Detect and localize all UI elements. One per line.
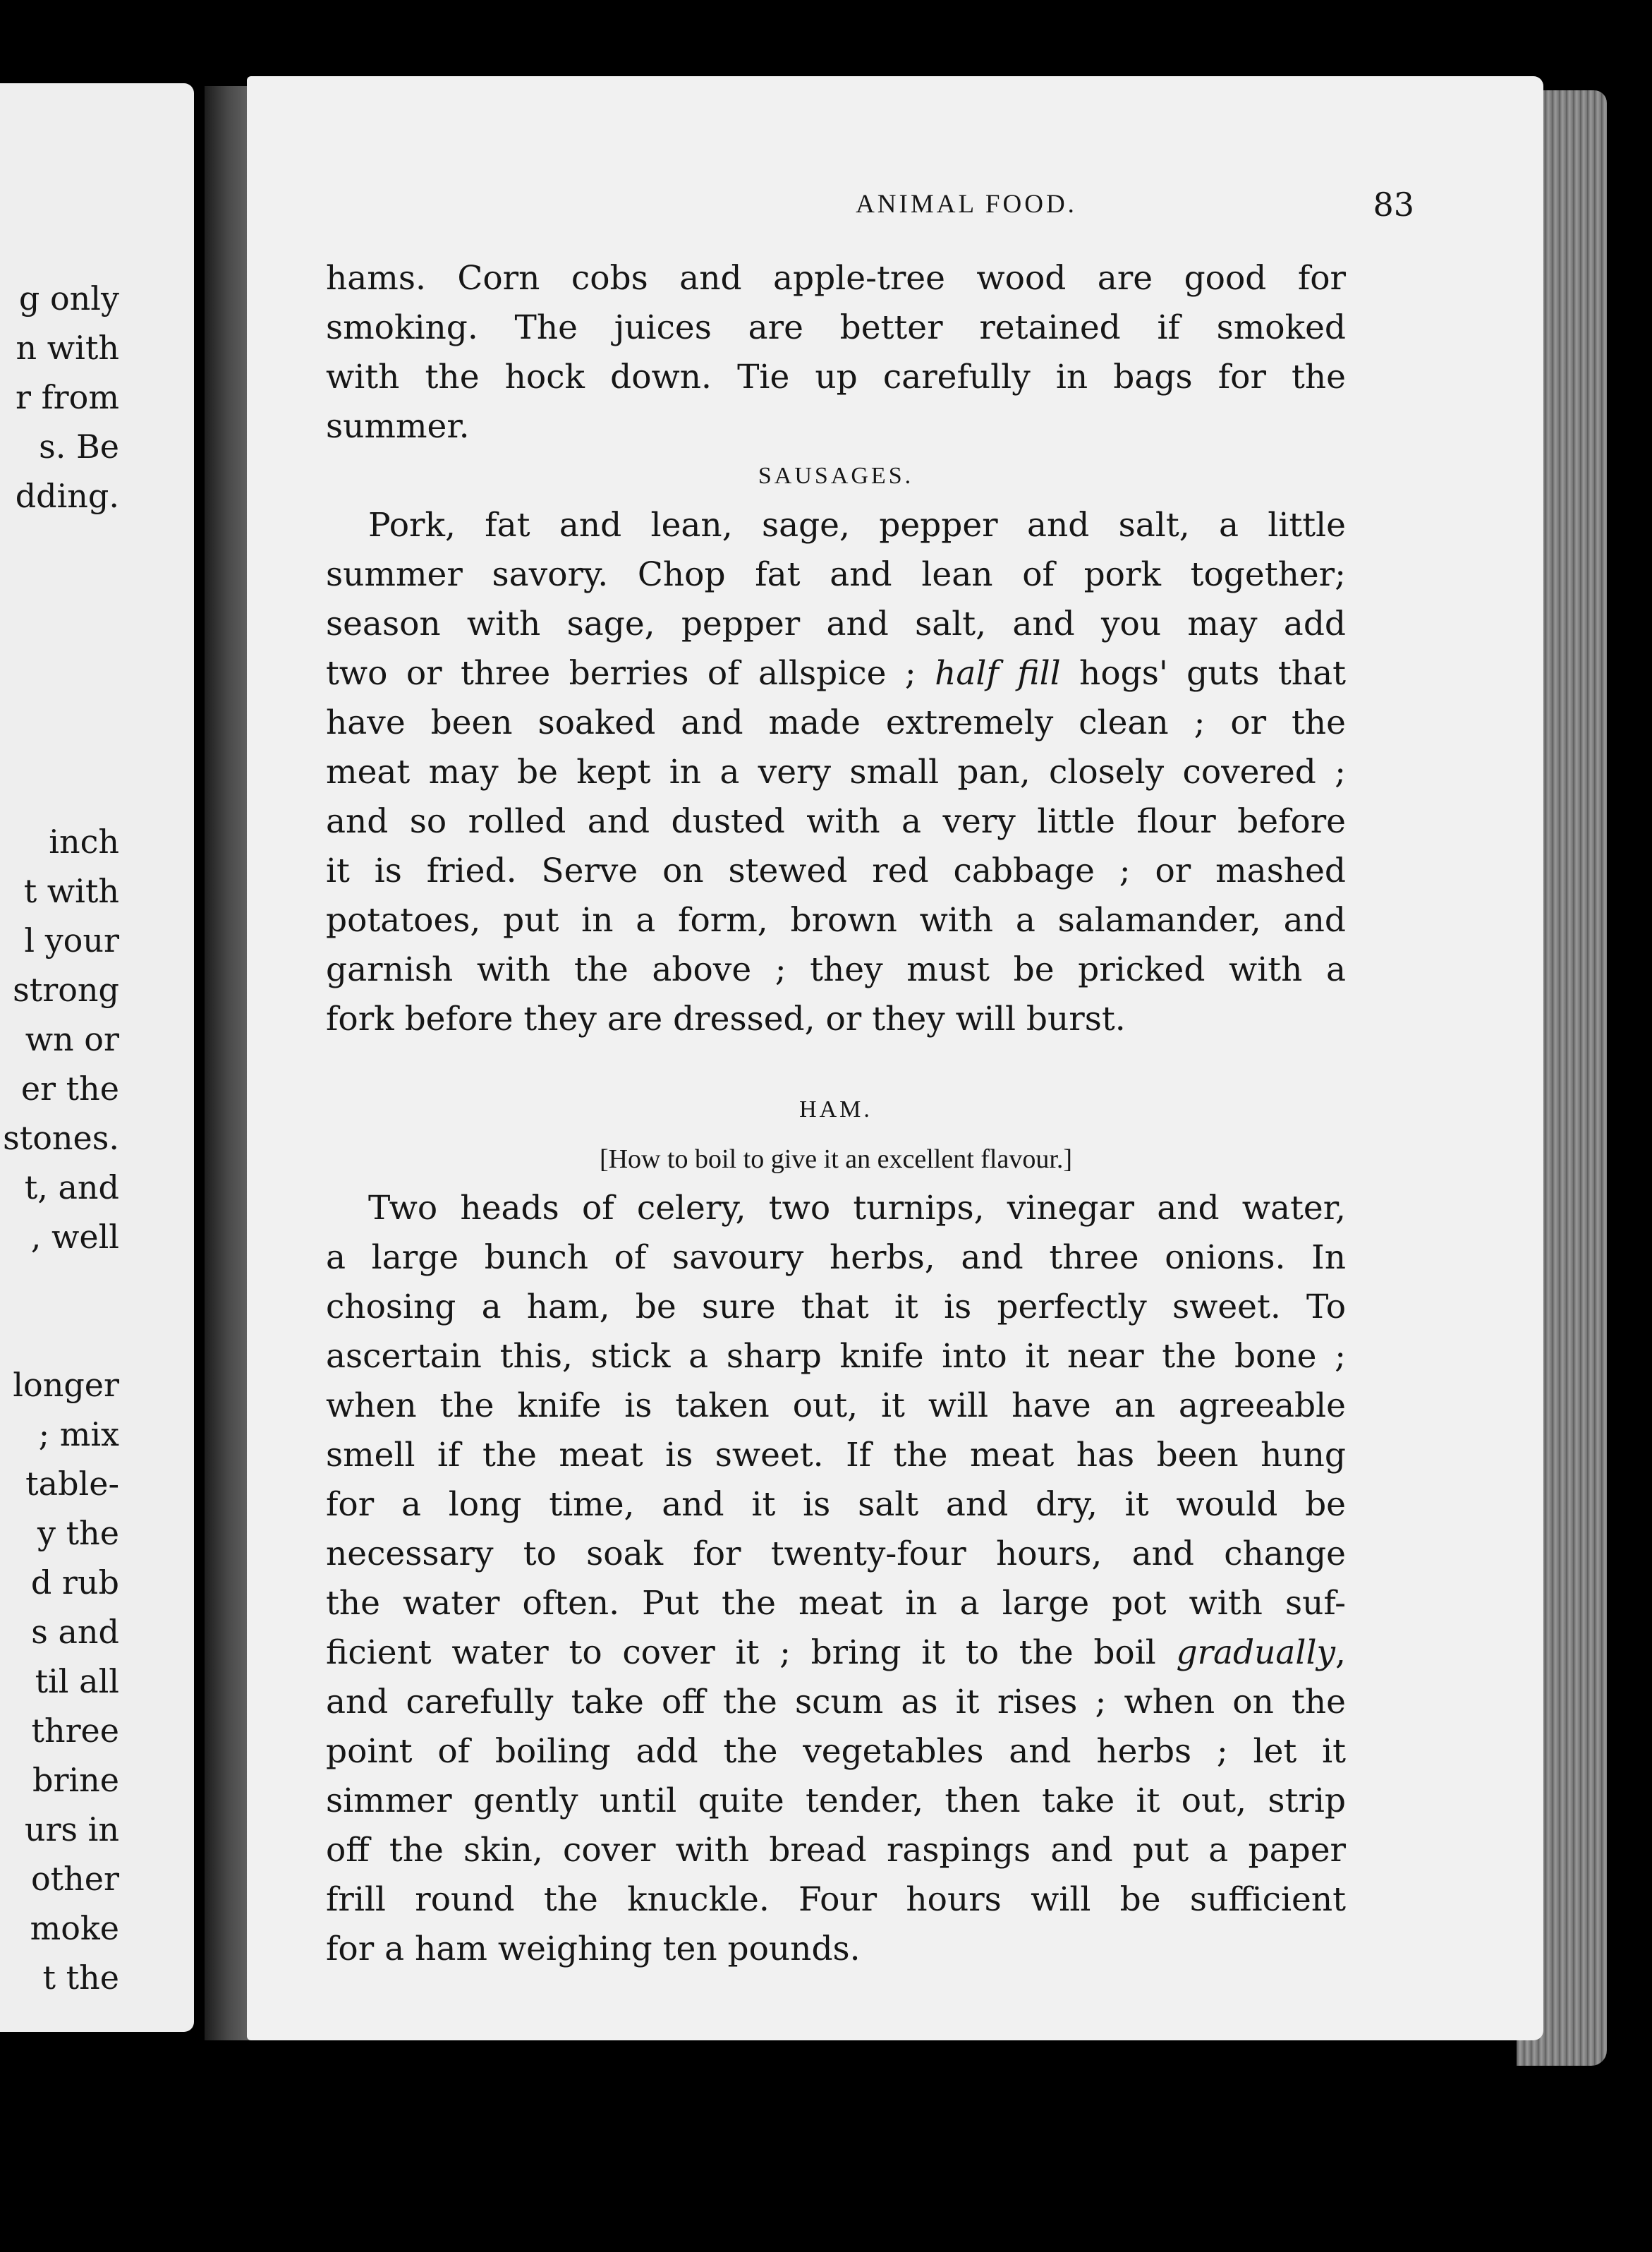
facing-page-line: stones.	[3, 1119, 119, 1157]
facing-page-line: urs in	[24, 1810, 119, 1848]
text-line: frill round the knuckle. Four hours will be sufficient	[326, 1880, 1346, 1919]
facing-page-line: three	[31, 1712, 119, 1750]
continuation-paragraph	[326, 254, 1346, 452]
text-line: off the skin, cover with bread raspings and put a paper	[326, 1831, 1346, 1870]
facing-page-line: other	[30, 1860, 119, 1898]
facing-page-line: s and	[31, 1613, 119, 1651]
ham-paragraph	[326, 1184, 1346, 1974]
text-line: have been soaked and made extremely clean ; or the	[326, 703, 1346, 742]
text-line: fork before they are dressed, or they will burst.	[326, 1000, 1126, 1039]
facing-page-line: r from	[16, 378, 119, 416]
facing-page-line: n with	[16, 329, 119, 367]
text-line	[326, 649, 1346, 698]
text-line: summer savory. Chop fat and lean of pork together;	[326, 555, 1346, 594]
text-line: a large bunch of savoury herbs, and three onions. In	[326, 1238, 1346, 1277]
italic-text: gradually	[1176, 1633, 1336, 1672]
text-line: necessary to soak for twenty-four hours, and change	[326, 1534, 1346, 1573]
facing-page-line: t, and	[24, 1168, 119, 1206]
text-line: chosing a ham, be sure that it is perfectly sweet. To	[326, 1288, 1346, 1326]
facing-page-line: , well	[30, 1218, 119, 1256]
section-heading-sausages: SAUSAGES.	[758, 463, 914, 489]
text-line: for a long time, and it is salt and dry, it would be	[326, 1485, 1346, 1524]
text-line: ascertain this, stick a sharp knife into it near the bone ;	[326, 1337, 1346, 1376]
facing-page-line: l your	[24, 921, 119, 959]
text-line: meat may be kept in a very small pan, closely covered ;	[326, 753, 1346, 792]
text-line: hams. Corn cobs and apple-tree wood are good for	[326, 259, 1346, 298]
facing-page-line: t the	[42, 1959, 119, 1997]
page-number: 83	[1373, 186, 1414, 224]
facing-page-line: t with	[23, 872, 119, 910]
text-line: smoking. The juices are better retained if smoked	[326, 308, 1346, 347]
sausages-paragraph	[326, 501, 1346, 1044]
book-page	[247, 76, 1543, 2040]
text-line: with the hock down. Tie up carefully in bags for the	[326, 358, 1346, 396]
text-line: garnish with the above ; they must be pricked with a	[326, 950, 1346, 989]
facing-page-line: inch	[49, 823, 119, 861]
running-title: ANIMAL FOOD.	[856, 190, 1077, 219]
facing-page-line: wn or	[25, 1020, 119, 1058]
text-line: the water often. Put the meat in a large pot with suf-	[326, 1584, 1346, 1623]
facing-page-line: s. Be	[39, 428, 119, 466]
facing-page-line: til all	[35, 1662, 119, 1700]
text-line: and carefully take off the scum as it rises ; when on the	[326, 1683, 1346, 1721]
facing-page-line: longer	[13, 1366, 119, 1404]
text-line: Pork, fat and lean, sage, pepper and salt, a little	[368, 506, 1346, 545]
facing-page-line: er the	[20, 1070, 119, 1108]
italic-text: half fill	[935, 654, 1061, 693]
text-line: simmer gently until quite tender, then take it out, strip	[326, 1781, 1346, 1820]
text-span: hogs' guts that	[1060, 654, 1346, 693]
text-line: and so rolled and dusted with a very little flour before	[326, 802, 1346, 841]
text-line	[326, 1628, 1346, 1678]
facing-page-line: brine	[32, 1761, 119, 1799]
text-line: for a ham weighing ten pounds.	[326, 1930, 861, 1968]
facing-page-line: table-	[25, 1465, 119, 1503]
facing-page-left	[0, 83, 194, 2032]
facing-page-line: dding.	[15, 477, 119, 515]
text-line: potatoes, put in a form, brown with a salamander, and	[326, 901, 1346, 940]
facing-page-line: moke	[30, 1909, 119, 1947]
facing-page-line: ; mix	[38, 1415, 119, 1453]
text-line: smell if the meat is sweet. If the meat has been hung	[326, 1436, 1346, 1475]
text-span: ,	[1335, 1633, 1346, 1672]
text-line: it is fried. Serve on stewed red cabbage ; or mashed	[326, 852, 1346, 890]
text-line: point of boiling add the vegetables and herbs ; let it	[326, 1732, 1346, 1771]
text-span: two or three berries of allspice ;	[326, 654, 935, 693]
facing-page-line: y the	[37, 1514, 119, 1552]
page-content	[326, 254, 1346, 1974]
section-heading-ham: HAM.	[799, 1096, 873, 1122]
facing-page-line: strong	[13, 971, 119, 1009]
text-span: ficient water to cover it ; bring it to the boil	[326, 1633, 1177, 1672]
text-line: when the knife is taken out, it will have an agreeable	[326, 1386, 1346, 1425]
section-subheading-ham: [How to boil to give it an excellent flavour.]	[599, 1144, 1073, 1174]
text-line: Two heads of celery, two turnips, vinegar and water,	[368, 1189, 1346, 1228]
facing-page-line: g only	[18, 279, 119, 317]
facing-page-line: d rub	[30, 1563, 119, 1602]
text-line: season with sage, pepper and salt, and you may add	[326, 605, 1346, 643]
text-line: summer.	[326, 407, 470, 446]
running-head	[247, 183, 1543, 226]
